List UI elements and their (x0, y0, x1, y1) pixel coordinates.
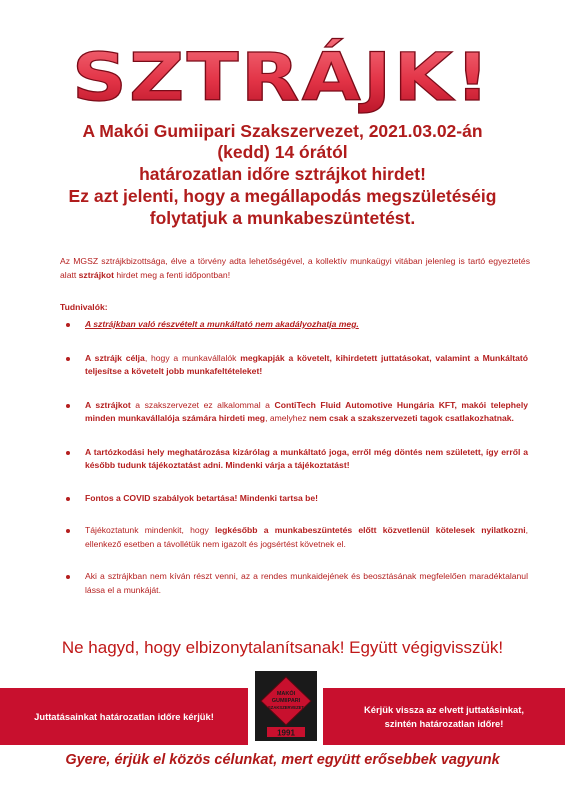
banner-left (0, 688, 248, 745)
banner-right-line-1: Kérjük vissza az elvett juttatásinkat, (364, 703, 524, 715)
bullet-item (60, 492, 528, 506)
slogan: Ne hagyd, hogy elbizonytalanítsanak! Együtt végigvisszük! (61, 638, 504, 657)
bullet-item (60, 446, 528, 473)
headline-text: SZTRÁJK! (72, 39, 437, 116)
banner-right (323, 688, 565, 745)
bullet-item (60, 318, 528, 332)
bullet-text-segment: A sztrájkban való részvételt a munkáltató nem akadályozhatja meg. (85, 319, 359, 329)
intro-line-1: A Makói Gumiipari Szakszervezet, 2021.03.02-án (82, 121, 483, 141)
intro-line-2: (kedd) 14 órától (217, 142, 348, 162)
bullet-dot-icon (66, 451, 70, 455)
intro-line-3: határozatlan időre sztrájkot hirdet! (139, 164, 426, 184)
bullet-text-segment: a szakszervezet ez alkalommal a (130, 399, 275, 410)
paragraph-part-2: hirdet meg a fenti időpontban! (113, 270, 231, 280)
logo-year: 1991 (277, 728, 295, 738)
bullet-text-segment: nem csak a szakszervezeti tagok csatlakozhatnak. (309, 413, 514, 423)
bullet-text-segment: A sztrájk célja (85, 352, 145, 363)
bullet-item (60, 352, 528, 379)
bullet-text-segment: , hogy a munkavállalók (144, 352, 241, 363)
bullet-item (60, 399, 528, 426)
bullet-dot-icon (66, 357, 70, 361)
bullet-item (60, 570, 528, 597)
logo-line-3: SZAKSZERVEZET (268, 705, 304, 710)
bullet-text-segment: legkésőbb a munkabeszüntetés előtt közvetlenül kötelesek nyilatkozni (215, 525, 526, 535)
intro-line-5: folytatjuk a munkabeszüntetést. (149, 208, 416, 228)
bullet-text-segment: ContiTech Fluid Automotive Hungária KFT, makói telephely minden munkavállalója számára hirdeti meg (85, 399, 528, 423)
intro-line-4: Ez azt jelenti, hogy a megállapodás megszületéséig (68, 186, 497, 206)
bullet-dot-icon (66, 404, 70, 408)
paragraph-part-1: Az MGSZ sztrájkbizottsága, élve a törvény adta lehetőségével, a kollektív munkaügyi vitában jelenleg is tartó egyeztetés alatt (60, 256, 530, 280)
headline-sztrajk (0, 30, 565, 116)
bullet-text-segment: Fontos a COVID szabályok betartása! Mindenki tartsa be! (85, 492, 319, 503)
bullet-text-segment: A tartózkodási hely meghatározása kizárólag a munkáltató joga, erről még döntés nem született, így erről a később tudunk tájékoztatást adni. Mindenki várja a tájékoztatást! (85, 446, 528, 470)
intro-paragraph (60, 254, 530, 282)
logo-line-2: GUMIIPARI (271, 698, 301, 704)
paragraph-bold: sztrájkot (78, 270, 114, 280)
union-logo (255, 671, 317, 741)
info-bullet-list (60, 318, 528, 597)
bullet-dot-icon (66, 323, 70, 327)
bullet-dot-icon (66, 575, 70, 579)
intro-announcement (40, 121, 525, 230)
bullet-item (60, 524, 528, 551)
bullet-dot-icon (66, 529, 70, 533)
bullet-text-segment: Tájékoztatunk mindenkit, hogy (85, 525, 216, 535)
tudnivalok-label: Tudnivalók: (60, 302, 108, 312)
banner-right-line-2: szintén határozatlan időre! (384, 717, 504, 729)
bullet-text-segment: , ellenkező esetben a távollétük nem igazolt és jogsértést követnek el. (85, 525, 528, 549)
bullet-text-segment: Aki a sztrájkban nem kíván részt venni, az a rendes munkaidejének és beosztásának megfelelően maradéktalanul lássa el a munkáját. (85, 571, 528, 595)
banner-left-text: Juttatásainkat határozatlan időre kérjük! (34, 711, 214, 722)
footer-slogan: Gyere, érjük el közös célunkat, mert együtt erősebbek vagyunk (65, 752, 500, 768)
bullet-text-segment: , amelyhez (265, 413, 310, 423)
logo-line-1: MAKÓI (276, 691, 296, 697)
bullet-dot-icon (66, 497, 70, 501)
bullet-text-segment: megkapják a követelt, kihirdetett juttatásokat, valamint a Munkáltató teljesítse a követelt jobb munkafeltételeket! (85, 352, 528, 376)
bullet-text-segment: A sztrájkot (85, 399, 131, 410)
